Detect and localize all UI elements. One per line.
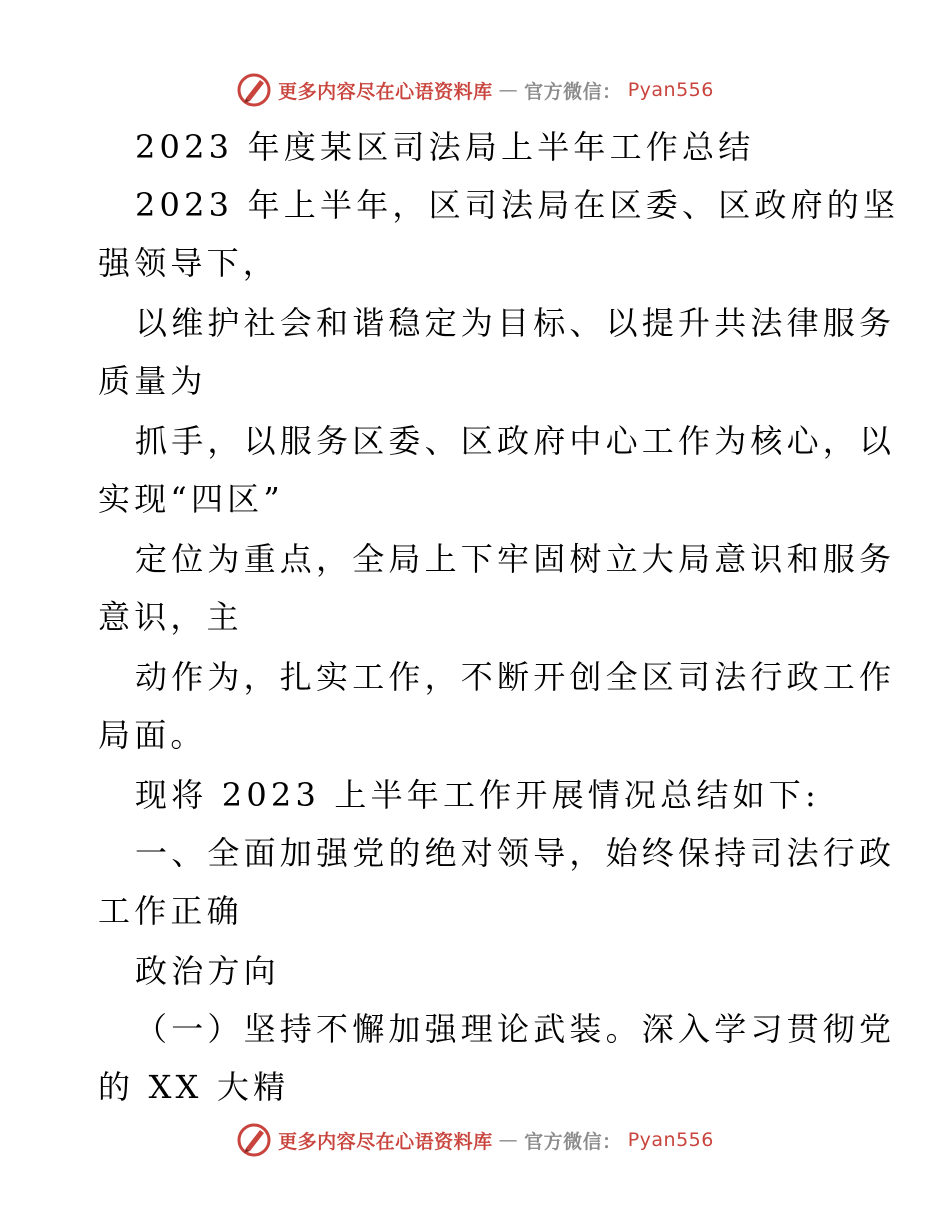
paragraph-line: 抓手，以服务区委、区政府中心工作为核心，以 bbox=[135, 422, 896, 460]
paragraph-line: 意识，主 bbox=[98, 598, 243, 636]
watermark-dash: — bbox=[498, 79, 519, 101]
paragraph-line: 质量为 bbox=[98, 362, 207, 400]
paragraph-line: 的 XX 大精 bbox=[98, 1068, 290, 1106]
section-heading-continuation: 工作正确 bbox=[98, 892, 243, 930]
document-title: 2023 年度某区司法局上半年工作总结 bbox=[135, 128, 755, 166]
header-watermark bbox=[0, 70, 950, 110]
paragraph-line: 现将 2023 上半年工作开展情况总结如下: bbox=[135, 776, 820, 814]
paragraph-line: 定位为重点，全局上下牢固树立大局意识和服务 bbox=[135, 540, 896, 578]
pen-circle-logo-icon bbox=[236, 72, 272, 108]
paragraph-line: 局面。 bbox=[98, 716, 207, 754]
watermark-official-label: 官方微信： bbox=[524, 80, 622, 103]
paragraph-line: 动作为，扎实工作，不断开创全区司法行政工作 bbox=[135, 658, 896, 696]
section-heading-continuation: 政治方向 bbox=[135, 952, 280, 990]
paragraph-line: 2023 年上半年，区司法局在区委、区政府的坚 bbox=[135, 186, 900, 224]
watermark-dash: — bbox=[498, 1129, 519, 1151]
subsection-heading: （一）坚持不懈加强理论武装。深入学习贯彻党 bbox=[135, 1010, 896, 1048]
watermark-official-label: 官方微信： bbox=[524, 1130, 622, 1153]
paragraph-line: 强领导下， bbox=[98, 244, 280, 282]
paragraph-line: 以维护社会和谐稳定为目标、以提升共法律服务 bbox=[135, 304, 896, 342]
watermark-text: 更多内容尽在心语资料库 bbox=[278, 80, 493, 103]
watermark-text: 更多内容尽在心语资料库 bbox=[278, 1130, 493, 1153]
watermark-wechat-id: Pyan556 bbox=[627, 1129, 714, 1151]
footer-watermark bbox=[0, 1120, 950, 1160]
pen-circle-logo-icon bbox=[236, 1122, 272, 1158]
paragraph-line: 实现“四区” bbox=[98, 480, 284, 518]
watermark-wechat-id: Pyan556 bbox=[627, 79, 714, 101]
section-heading: 一、全面加强党的绝对领导，始终保持司法行政 bbox=[135, 834, 896, 872]
